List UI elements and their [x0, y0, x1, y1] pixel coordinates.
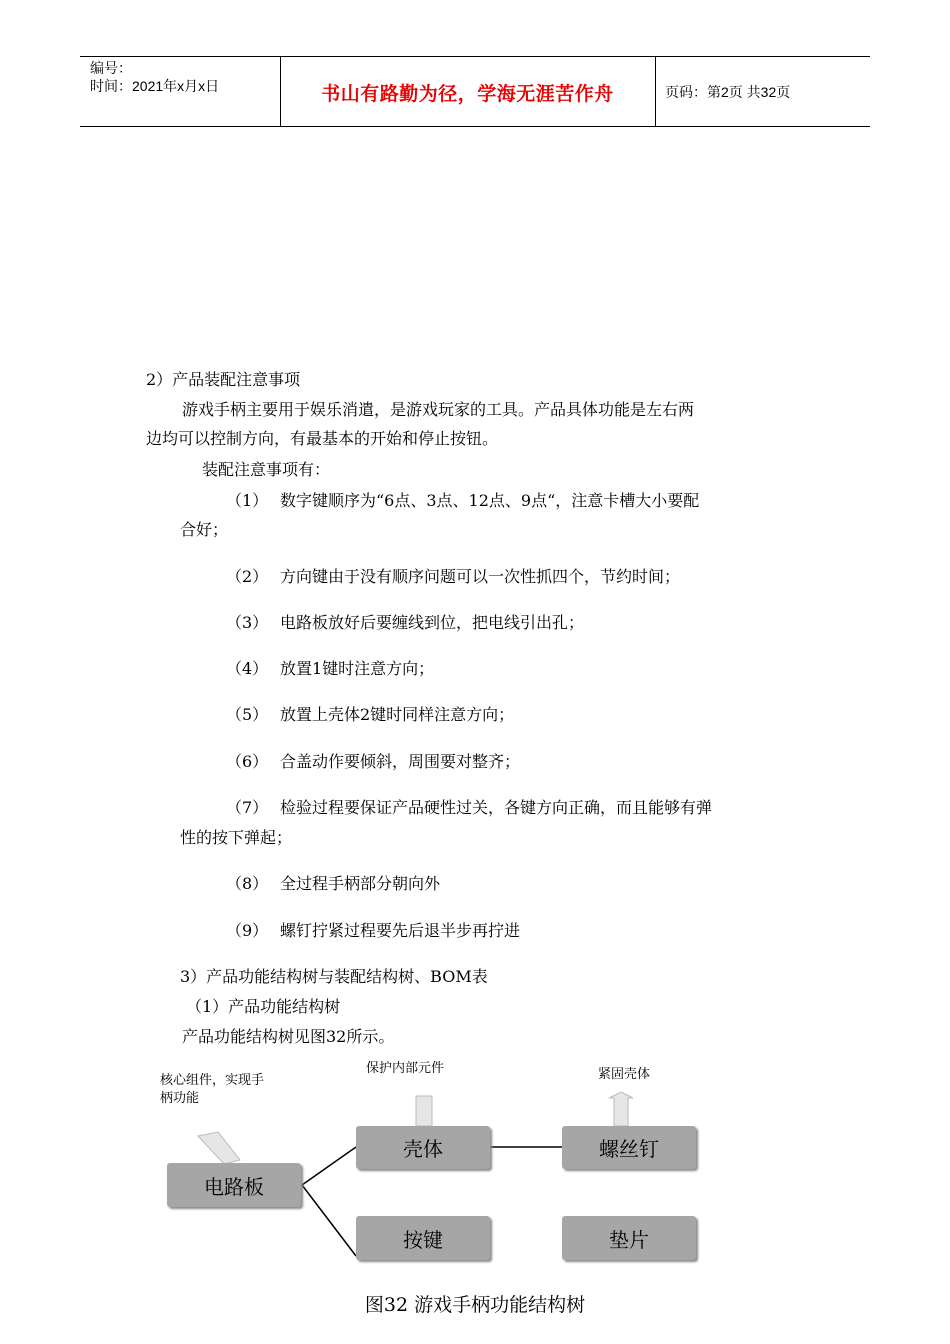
paragraph-line: 边均可以控制方向，有最基本的开始和停止按钮。 [146, 429, 499, 448]
node-shell: 壳体 [356, 1126, 490, 1169]
node-gasket: 垫片 [562, 1216, 696, 1260]
header-meta [90, 59, 219, 95]
list-item-continuation: 合好； [180, 520, 229, 539]
list-item-number: （4） [226, 659, 269, 678]
note-line: 柄功能 [160, 1091, 200, 1106]
page-header [80, 56, 870, 127]
page-number: 页码：第2页 共32页 [665, 84, 791, 100]
note-line: 核心组件，实现手 [160, 1073, 265, 1088]
list-item-number: （6） [226, 752, 269, 771]
list-item-text: 电路板放好后要缠线到位，把电线引出孔； [280, 613, 585, 632]
document-date: 时间：2021年x月x日 [90, 78, 220, 94]
node-circuit-board: 电路板 [167, 1163, 301, 1207]
list-item-number: （1） [226, 491, 269, 510]
list-item-continuation: 性的按下弹起； [180, 828, 293, 847]
list-item-text: 数字键顺序为“6点、3点、12点、9点“，注意卡槽大小要配 [280, 491, 700, 510]
list-item-text: 方向键由于没有顺序问题可以一次性抓四个，节约时间； [280, 567, 681, 586]
connector-line [302, 1147, 356, 1185]
note-screw: 紧固壳体 [598, 1067, 651, 1082]
callout-arrow-circuit [198, 1132, 240, 1164]
list-item-text: 合盖动作要倾斜，周围要对整齐； [280, 752, 521, 771]
list-item-number: （5） [226, 705, 269, 724]
section-title: 3）产品功能结构树与装配结构树、BOM表 [180, 967, 488, 986]
list-item-text: 全过程手柄部分朝向外 [280, 874, 441, 893]
note-circuit-board [160, 1072, 264, 1108]
list-item-text: 检验过程要保证产品硬性过关，各键方向正确，而且能够有弹 [280, 798, 713, 817]
list-item-number: （9） [226, 921, 269, 940]
function-structure-tree [140, 1060, 720, 1300]
node-button: 按键 [356, 1216, 490, 1260]
list-item-number: （3） [226, 613, 269, 632]
header-divider [655, 57, 656, 126]
callout-arrow-screw [609, 1092, 633, 1126]
notes-heading: 装配注意事项有： [202, 460, 331, 479]
note-shell: 保护内部元件 [366, 1061, 445, 1076]
list-item-text: 放置上壳体2键时同样注意方向； [280, 705, 515, 724]
connector-line [302, 1185, 356, 1256]
figure-caption: 图32 游戏手柄功能结构树 [364, 1294, 586, 1316]
section-title: 2）产品装配注意事项 [146, 370, 301, 389]
document-number-label: 编号： [90, 60, 132, 76]
paragraph-line: 产品功能结构树见图32所示。 [182, 1027, 395, 1046]
header-motto: 书山有路勤为径，学海无涯苦作舟 [321, 83, 614, 105]
list-item-text: 放置1键时注意方向； [280, 659, 435, 678]
callout-arrow-shell [416, 1096, 432, 1126]
list-item-number: （7） [226, 798, 269, 817]
list-item-number: （8） [226, 874, 269, 893]
list-item-number: （2） [226, 567, 269, 586]
paragraph-line: 游戏手柄主要用于娱乐消遣，是游戏玩家的工具。产品具体功能是左右两 [182, 400, 695, 419]
node-screw: 螺丝钉 [562, 1126, 696, 1169]
subsection-title: （1）产品功能结构树 [186, 997, 341, 1016]
list-item-text: 螺钉拧紧过程要先后退半步再拧进 [280, 921, 521, 940]
